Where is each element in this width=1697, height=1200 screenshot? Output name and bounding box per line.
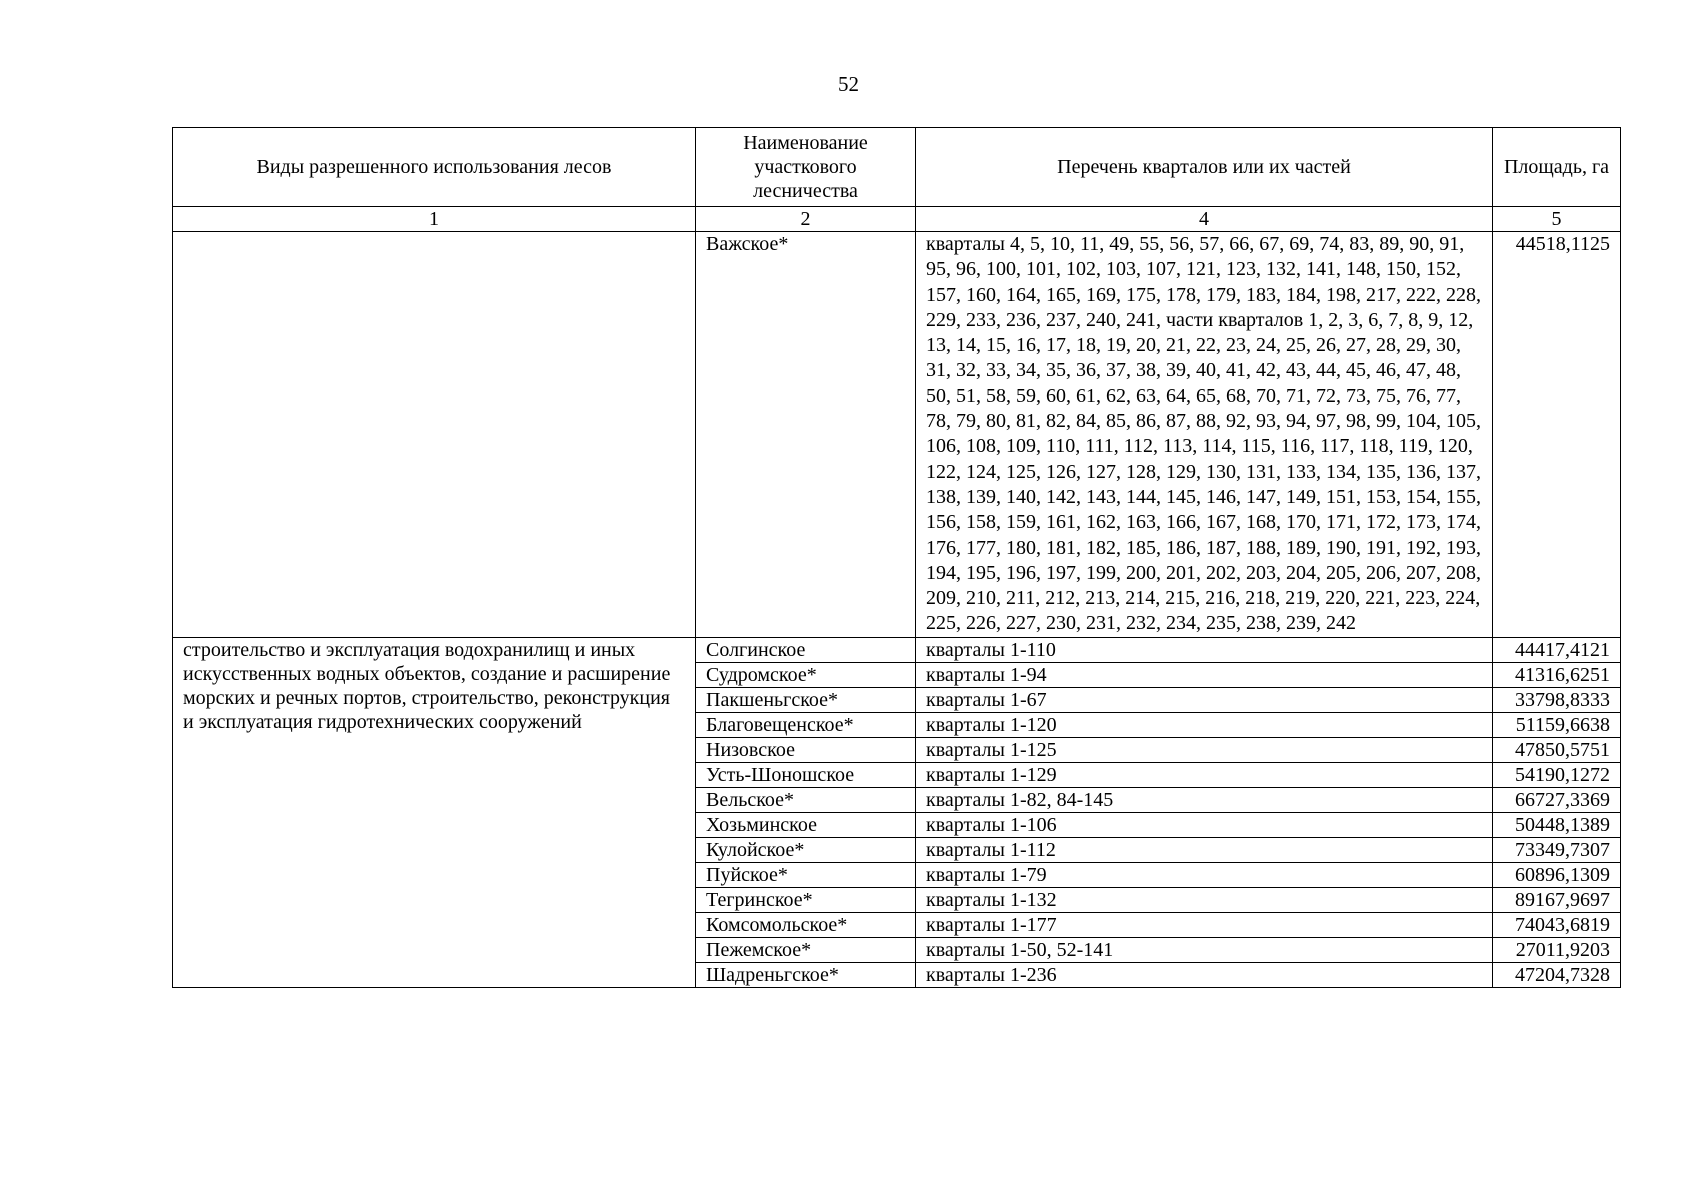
forestry-cell: Пакшеньгское*	[696, 687, 916, 712]
area-cell: 89167,9697	[1493, 887, 1621, 912]
quarters-cell: кварталы 1-82, 84-145	[916, 787, 1493, 812]
quarters-cell: кварталы 1-236	[916, 962, 1493, 987]
area-cell: 47850,5751	[1493, 737, 1621, 762]
quarters-cell: кварталы 1-129	[916, 762, 1493, 787]
quarters-cell: кварталы 1-106	[916, 812, 1493, 837]
forestry-cell: Пуйское*	[696, 862, 916, 887]
quarters-cell: кварталы 1-79	[916, 862, 1493, 887]
forestry-cell: Важское*	[696, 232, 916, 638]
quarters-cell: кварталы 1-120	[916, 712, 1493, 737]
use-type-cell: строительство и эксплуатация водохранилищ и иных искусственных водных объектов, создание и расширение морских и речных портов, строительство, реконструкция и эксплуатация гидротехнических сооружений	[173, 637, 696, 987]
area-cell: 41316,6251	[1493, 662, 1621, 687]
table-row	[173, 232, 1621, 638]
area-cell: 27011,9203	[1493, 937, 1621, 962]
area-cell: 50448,1389	[1493, 812, 1621, 837]
forestry-cell: Судромское*	[696, 662, 916, 687]
forest-use-table	[172, 127, 1621, 988]
quarters-cell: кварталы 4, 5, 10, 11, 49, 55, 56, 57, 66, 67, 69, 74, 83, 89, 90, 91, 95, 96, 100, 101, 102, 103, 107, 121, 123, 132, 141, 148, 150, 152, 157, 160, 164, 165, 169, 175, 178, 179, 183, 184, 198, 217, 222, 228, 229, 233, 236, 237, 240, 241, части кварталов 1, 2, 3, 6, 7, 8, 9, 12, 13, 14, 15, 16, 17, 18, 19, 20, 21, 22, 23, 24, 25, 26, 27, 28, 29, 30, 31, 32, 33, 34, 35, 36, 37, 38, 39, 40, 41, 42, 43, 44, 45, 46, 47, 48, 50, 51, 58, 59, 60, 61, 62, 63, 64, 65, 68, 70, 71, 72, 73, 75, 76, 77, 78, 79, 80, 81, 82, 84, 85, 86, 87, 88, 92, 93, 94, 97, 98, 99, 104, 105, 106, 108, 109, 110, 111, 112, 113, 114, 115, 116, 117, 118, 119, 120, 122, 124, 125, 126, 127, 128, 129, 130, 131, 133, 134, 135, 136, 137, 138, 139, 140, 142, 143, 144, 145, 146, 147, 149, 151, 153, 154, 155, 156, 158, 159, 161, 162, 163, 166, 167, 168, 170, 171, 172, 173, 174, 176, 177, 180, 181, 182, 185, 186, 187, 188, 189, 190, 191, 192, 193, 194, 195, 196, 197, 199, 200, 201, 202, 203, 204, 205, 206, 207, 208, 209, 210, 211, 212, 213, 214, 215, 216, 218, 219, 220, 221, 223, 224, 225, 226, 227, 230, 231, 232, 234, 235, 238, 239, 242	[916, 232, 1493, 638]
column-number: 5	[1493, 207, 1621, 232]
forestry-cell: Шадреньгское*	[696, 962, 916, 987]
forestry-cell: Тегринское*	[696, 887, 916, 912]
area-cell: 44518,1125	[1493, 232, 1621, 638]
area-cell: 73349,7307	[1493, 837, 1621, 862]
header-area: Площадь, га	[1493, 128, 1621, 207]
quarters-cell: кварталы 1-110	[916, 637, 1493, 662]
area-cell: 74043,6819	[1493, 912, 1621, 937]
area-cell: 47204,7328	[1493, 962, 1621, 987]
quarters-cell: кварталы 1-112	[916, 837, 1493, 862]
column-number-row	[173, 207, 1621, 232]
header-forestry: Наименование участкового лесничества	[696, 128, 916, 207]
forestry-cell: Хозьминское	[696, 812, 916, 837]
area-cell: 60896,1309	[1493, 862, 1621, 887]
forestry-cell: Вельское*	[696, 787, 916, 812]
forestry-cell: Усть-Шоношское	[696, 762, 916, 787]
quarters-cell: кварталы 1-67	[916, 687, 1493, 712]
use-type-cell	[173, 232, 696, 638]
area-cell: 54190,1272	[1493, 762, 1621, 787]
table-header-row	[173, 128, 1621, 207]
quarters-cell: кварталы 1-125	[916, 737, 1493, 762]
forestry-cell: Солгинское	[696, 637, 916, 662]
column-number: 4	[916, 207, 1493, 232]
quarters-cell: кварталы 1-177	[916, 912, 1493, 937]
column-number: 1	[173, 207, 696, 232]
forestry-cell: Благовещенское*	[696, 712, 916, 737]
header-use-type: Виды разрешенного использования лесов	[173, 128, 696, 207]
quarters-cell: кварталы 1-50, 52-141	[916, 937, 1493, 962]
area-cell: 66727,3369	[1493, 787, 1621, 812]
area-cell: 44417,4121	[1493, 637, 1621, 662]
page-number: 52	[838, 72, 859, 96]
area-cell: 33798,8333	[1493, 687, 1621, 712]
forestry-cell: Пежемское*	[696, 937, 916, 962]
area-cell: 51159,6638	[1493, 712, 1621, 737]
column-number: 2	[696, 207, 916, 232]
forestry-cell: Комсомольское*	[696, 912, 916, 937]
quarters-cell: кварталы 1-94	[916, 662, 1493, 687]
quarters-cell: кварталы 1-132	[916, 887, 1493, 912]
header-quarters: Перечень кварталов или их частей	[916, 128, 1493, 207]
table-row	[173, 637, 1621, 662]
forestry-cell: Низовское	[696, 737, 916, 762]
forestry-cell: Кулойское*	[696, 837, 916, 862]
